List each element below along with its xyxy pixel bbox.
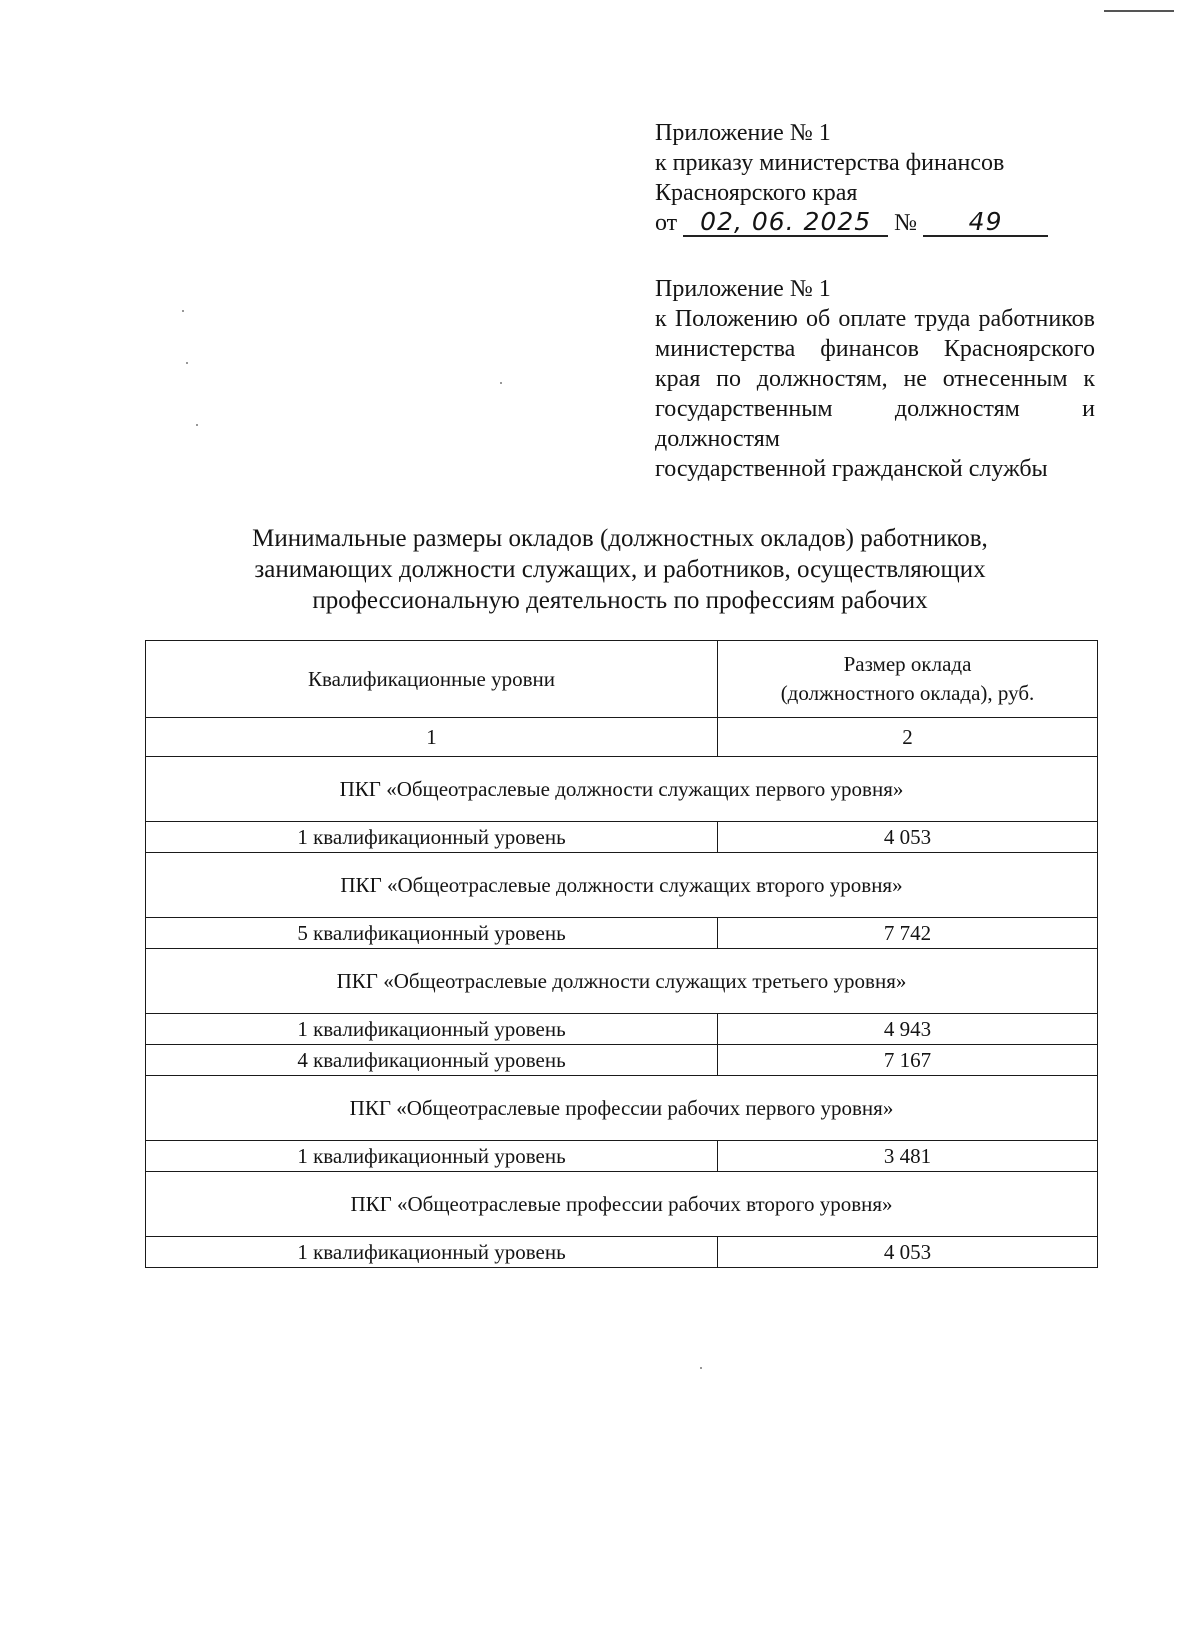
group-row xyxy=(146,949,1098,1014)
group-title: ПКГ «Общеотраслевые должности служащих второго уровня» xyxy=(146,853,1098,918)
group-title: ПКГ «Общеотраслевые должности служащих третьего уровня» xyxy=(146,949,1098,1014)
number-prefix: № xyxy=(894,210,918,236)
qualification-level: 5 квалификационный уровень xyxy=(146,918,718,949)
annex-date-line xyxy=(655,208,1095,238)
group-title: ПКГ «Общеотраслевые должности служащих первого уровня» xyxy=(146,757,1098,822)
annex-region: Красноярского края xyxy=(655,180,858,206)
regulation-last-line: государственной гражданской службы xyxy=(655,456,1048,482)
qualification-level: 4 квалификационный уровень xyxy=(146,1045,718,1076)
group-title: ПКГ «Общеотраслевые профессии рабочих второго уровня» xyxy=(146,1172,1098,1237)
qualification-level: 1 квалификационный уровень xyxy=(146,1014,718,1045)
scan-speck xyxy=(186,362,188,364)
header-salary-line-2: (должностного оклада), руб. xyxy=(780,681,1035,705)
table-row xyxy=(146,1045,1098,1076)
salary-value: 7 742 xyxy=(718,918,1098,949)
header-salary-line-1: Размер оклада xyxy=(843,652,972,676)
handwritten-number: 49 xyxy=(923,209,1048,237)
salary-value: 7 167 xyxy=(718,1045,1098,1076)
regulation-text: к Положению об оплате труда работников министерства финансов Красноярского края по должностям, не отнесенным к государственным должностям и должностям xyxy=(655,306,1095,452)
table-row xyxy=(146,918,1098,949)
group-row xyxy=(146,757,1098,822)
column-number-2: 2 xyxy=(718,718,1098,757)
group-row xyxy=(146,1172,1098,1237)
qualification-level: 1 квалификационный уровень xyxy=(146,1141,718,1172)
group-row xyxy=(146,1076,1098,1141)
salary-value: 3 481 xyxy=(718,1141,1098,1172)
page-edge-line xyxy=(1104,10,1174,12)
document-title xyxy=(150,523,1090,616)
table-row xyxy=(146,1141,1098,1172)
header-qualification-levels: Квалификационные уровни xyxy=(146,641,718,718)
salary-value: 4 943 xyxy=(718,1014,1098,1045)
scan-speck xyxy=(196,424,198,426)
table-header-row xyxy=(146,641,1098,718)
qualification-level: 1 квалификационный уровень xyxy=(146,1237,718,1268)
annex-order-block xyxy=(655,118,1095,238)
group-title: ПКГ «Общеотраслевые профессии рабочих первого уровня» xyxy=(146,1076,1098,1141)
scan-speck xyxy=(700,1367,702,1369)
annex-regulation-block xyxy=(655,274,1095,484)
annex-title: Приложение № 1 xyxy=(655,120,831,146)
column-number-1: 1 xyxy=(146,718,718,757)
group-row xyxy=(146,853,1098,918)
salary-table xyxy=(145,640,1098,1268)
header-salary xyxy=(718,641,1098,718)
handwritten-date: 02, 06. 2025 xyxy=(683,209,888,237)
annex-order-ref: к приказу министерства финансов xyxy=(655,150,1005,176)
salary-value: 4 053 xyxy=(718,1237,1098,1268)
title-line-1: Минимальные размеры окладов (должностных окладов) работников, xyxy=(252,525,988,552)
title-line-2: занимающих должности служащих, и работников, осуществляющих xyxy=(254,556,986,583)
qualification-level: 1 квалификационный уровень xyxy=(146,822,718,853)
scan-speck xyxy=(182,310,184,312)
regulation-annex-title: Приложение № 1 xyxy=(655,276,831,302)
scan-speck xyxy=(500,382,502,384)
title-line-3: профессиональную деятельность по профессиям рабочих xyxy=(312,587,928,614)
table-row xyxy=(146,822,1098,853)
salary-value: 4 053 xyxy=(718,822,1098,853)
table-row xyxy=(146,1014,1098,1045)
column-number-row xyxy=(146,718,1098,757)
date-prefix: от xyxy=(655,210,678,236)
table-row xyxy=(146,1237,1098,1268)
